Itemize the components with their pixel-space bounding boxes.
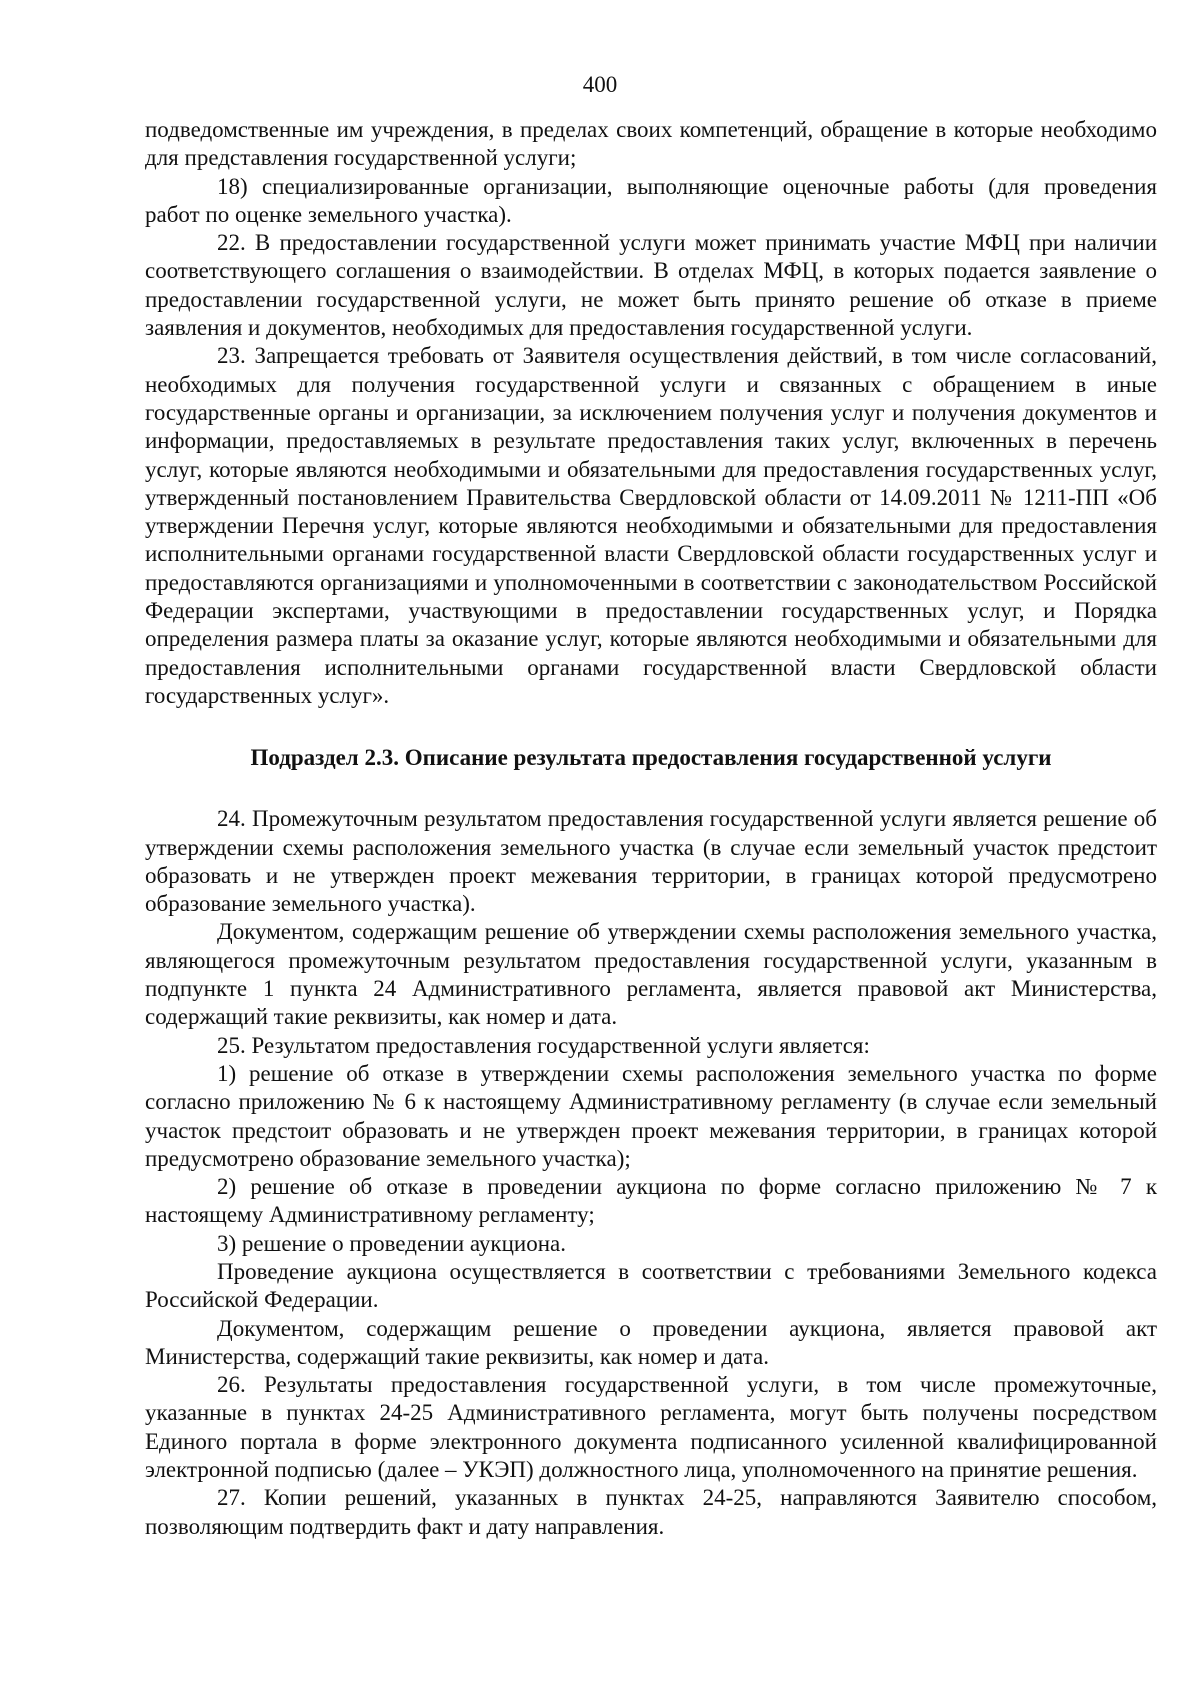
paragraph-22: 22. В предоставлении государственной услуги может принимать участие МФЦ при наличии соответствующего соглашения о взаимодействии. В отделах МФЦ, в которых подается заявление о предоставлении государственной услуги, не может быть принято решение об отказе в приеме заявления и документов, необходимых для предоставления государственной услуги.	[145, 230, 1157, 341]
paragraph-27: 27. Копии решений, указанных в пунктах 24-25, направляются Заявителю способом, позволяющим подтвердить факт и дату направления.	[145, 1485, 1157, 1539]
paragraph-24: 24. Промежуточным результатом предоставления государственной услуги является решение об утверждении схемы расположения земельного участка (в случае если земельный участок предстоит образовать и не утвержден проект межевания территории, в границах которой предусмотрено образование земельного участка).	[145, 806, 1157, 917]
paragraph-25-item-2: 2) решение об отказе в проведении аукциона по форме согласно приложению № 7 к настоящему Административному регламенту;	[145, 1174, 1157, 1228]
page-number: 400	[582, 72, 618, 97]
paragraph-auction-conduct: Проведение аукциона осуществляется в соответствии с требованиями Земельного кодекса Российской Федерации.	[145, 1258, 1157, 1313]
paragraph-item-18: 18) специализированные организации, выполняющие оценочные работы (для проведения работ по оценке земельного участка).	[145, 173, 1157, 227]
paragraph-24-document: Документом, содержащим решение об утверждении схемы расположения земельного участка, являющегося промежуточным результатом предоставления государственной услуги, указанным в подпункте 1 пункта 24 Административного регламента, является правовой акт Министерства, содержащий такие реквизиты, как номер и дата.	[145, 919, 1157, 1030]
paragraphs-before-section	[145, 116, 1157, 710]
paragraphs-after-section	[145, 805, 1157, 1541]
paragraph-23: 23. Запрещается требовать от Заявителя осуществления действий, в том числе согласований, необходимых для получения государственной услуги и связанных с обращением в иные государственные органы и организации, за исключением получения услуг и получения документов и информации, предоставляемых в результате предоставления таких услуг, включенных в перечень услуг, которые являются необходимыми и обязательными для предоставления государственных услуг, утвержденный постановлением Правительства Свердловской области от 14.09.2011 № 1211-ПП «Об утверждении Перечня услуг, которые являются необходимыми и обязательными для предоставления исполнительными органами государственной власти Свердловской области государственных услуг и предоставляются организациями и уполномоченными в соответствии с законодательством Российской Федерации экспертами, участвующими в предоставлении государственных услуг, и Порядка определения размера платы за оказание услуг, которые являются необходимыми и обязательными для предоставления исполнительными органами государственной власти Свердловской области государственных услуг».	[145, 343, 1157, 708]
paragraph-continuation: подведомственные им учреждения, в пределах своих компетенций, обращение в которые необходимо для представления государственной услуги;	[145, 117, 1157, 171]
document-body	[145, 116, 1157, 1541]
paragraph-auction-document: Документом, содержащим решение о проведении аукциона, является правовой акт Министерства, содержащий такие реквизиты, как номер и дата.	[145, 1315, 1157, 1369]
paragraph-25-item-3: 3) решение о проведении аукциона.	[217, 1230, 566, 1256]
section-heading: Подраздел 2.3. Описание результата предоставления государственной услуги	[250, 745, 1052, 771]
paragraph-25: 25. Результатом предоставления государственной услуги является:	[217, 1032, 870, 1058]
paragraph-25-item-1: 1) решение об отказе в утверждении схемы расположения земельного участка по форме согласно приложению № 6 к настоящему Административному регламенту (в случае если земельный участок предстоит образовать и не утвержден проект межевания территории, в границах которой предусмотрено образование земельного участка);	[145, 1060, 1157, 1171]
paragraph-26: 26. Результаты предоставления государственной услуги, в том числе промежуточные, указанные в пунктах 24-25 Административного регламента, могут быть получены посредством Единого портала в форме электронного документа подписанного усиленной квалифицированной электронной подписью (далее – УКЭП) должностного лица, уполномоченного на принятие решения.	[145, 1372, 1157, 1483]
